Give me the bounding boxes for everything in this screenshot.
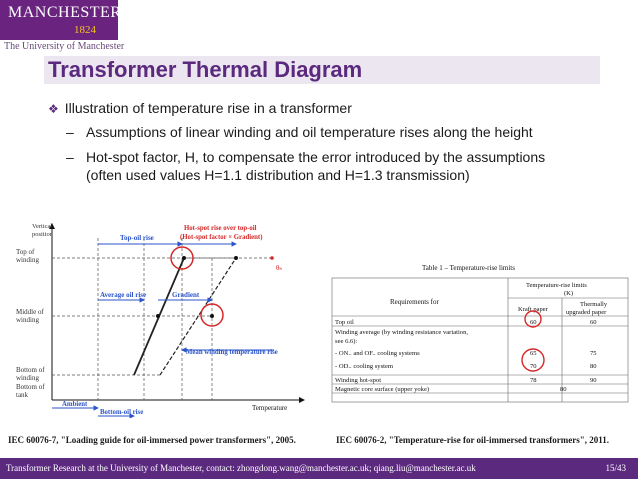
row-see-label: see 6.6): [335,338,358,345]
level-bot-1: Bottom of [16,366,45,374]
row-od-label: - OD.. cooling system [335,363,394,370]
row-on-of-thermal: 75 [590,350,597,357]
hotspot-label-2: (Hot-spot factor × Gradient) [180,234,263,241]
level-mid-1: Middle of [16,308,44,316]
row-top-oil-kraft: 60 [530,319,537,326]
row-on-of-kraft: 65 [530,350,537,357]
col-thermal-1: Thermally [580,301,608,308]
bullet-sub-2-line2: (often used values H=1.1 distribution and H=1.3 transmission) [86,167,470,183]
level-tank-1: Bottom of [16,383,45,391]
row-hotspot-thermal: 90 [590,377,597,384]
row-hotspot-label: Winding hot-spot [335,377,382,384]
row-winding-avg-label: Winding average (by winding resistance variation, [335,329,469,336]
thermal-diagram [14,218,314,418]
page-number: 15/43 [605,463,626,473]
bullet-sub-1-text: Assumptions of linear winding and oil temperature rises along the height [86,124,533,140]
col-limits-1: Temperature-rise limits [526,282,587,289]
col-thermal-2: upgraded paper [566,309,607,316]
slide-title: Transformer Thermal Diagram [48,57,363,82]
bullet-sub-2-line1: Hot-spot factor, H, to compensate the error introduced by the assumptions [86,149,546,165]
logo-subtitle: The University of Manchester [4,41,125,52]
theta-h-label: θₕ [276,264,283,272]
bottom-oil-rise-label: Bottom-oil rise [100,409,144,416]
row-core-value: 80 [560,386,567,393]
row-on-of-label: - ON.. and OF.. cooling systems [335,350,420,357]
table-title: Table 1 – Temperature-rise limits [422,264,515,272]
footer-bar [0,458,638,479]
bullet-main [48,100,352,116]
row-hotspot-kraft: 78 [530,377,537,384]
bullet-main-text: Illustration of temperature rise in a transformer [64,100,352,116]
temperature-rise-table [330,260,630,410]
row-top-oil-thermal: 60 [590,319,597,326]
col-kraft: Kraft paper [518,306,548,313]
avg-oil-rise-label: Average oil rise [100,291,147,299]
level-top-1: Top of [16,248,35,256]
y-axis-label-1: Vertical [32,223,53,230]
citation-left: IEC 60076-7, "Loading guide for oil-immersed power transformers", 2005. [8,435,296,445]
ambient-label: Ambient [62,401,88,408]
diamond-bullet-icon: ❖ [48,102,59,116]
footer-contact: Transformer Research at the University of Manchester, contact: zhongdong.wang@manchester.ac.uk; qiang.liu@manchester.ac.uk [6,463,476,473]
row-core-label: Magnetic core surface (upper yoke) [335,386,430,393]
winding-temperature-line [160,258,236,375]
level-bot-2: winding [16,374,39,382]
level-mid-2: winding [16,316,39,324]
x-axis-label: Temperature [252,404,288,412]
top-oil-rise-label: Top-oil rise [120,234,154,242]
gradient-label: Gradient [172,291,200,299]
logo-year: 1824 [74,24,96,36]
mean-winding-label: Mean winding temperature rise [186,349,278,356]
bullet-sub-2: – Hot-spot factor, H, to compensate the error introduced by the assumptions (often used values H=1.1 distribution and H=1.3 transmission) [66,149,546,183]
col-requirements: Requirements for [390,298,439,306]
citation-right: IEC 60076-2, "Temperature-rise for oil-immersed transformers", 2011. [336,435,610,445]
row-top-oil-label: Top oil [335,319,354,326]
university-logo [0,0,122,40]
row-od-kraft: 70 [530,363,537,370]
logo-name: MANCHESTER [8,4,122,21]
hotspot-label-1: Hot-spot rise over top-oil [184,225,257,232]
bullet-sub-1: – Assumptions of linear winding and oil temperature rises along the height [66,124,533,140]
y-axis-label-2: position [32,231,53,238]
row-od-thermal: 80 [590,363,597,370]
level-top-2: winding [16,256,39,264]
level-tank-2: tank [16,391,29,399]
col-limits-2: (K) [564,290,574,297]
